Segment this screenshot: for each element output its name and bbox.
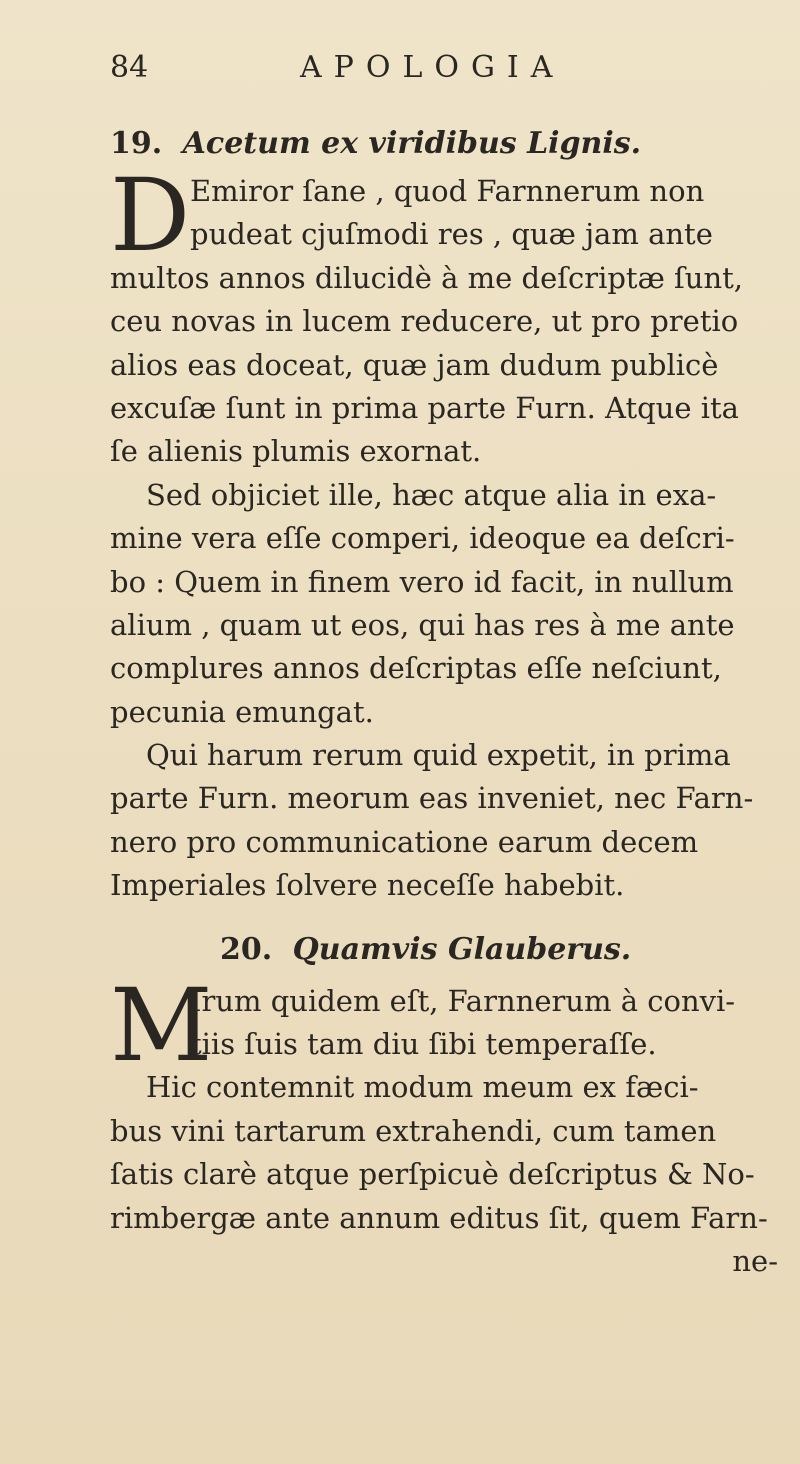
text-block bbox=[110, 118, 790, 1283]
catchword: ne- bbox=[732, 1243, 778, 1278]
section-number-19: 19. bbox=[110, 126, 163, 161]
text-line: multos annos dilucidè à me deſcriptæ ſunt, bbox=[110, 260, 744, 295]
text-line: tiis ſuis tam diu ſibi temperaſſe. bbox=[190, 1027, 657, 1062]
text-line: alios eas doceat, quæ jam dudum publicè bbox=[110, 347, 719, 382]
text-line: bus vini tartarum extrahendi, cum tamen bbox=[110, 1113, 717, 1148]
section-heading-20 bbox=[110, 924, 790, 976]
text-line: nero pro communicatione earum decem bbox=[110, 824, 699, 859]
text-line: ceu novas in lucem reducere, ut pro pretio bbox=[110, 304, 739, 339]
text-line: excuſæ ſunt in prima parte Furn. Atque ita bbox=[110, 390, 739, 425]
section-20-paragraph-2 bbox=[110, 1066, 790, 1283]
text-line: alium , quam ut eos, qui has res à me ante bbox=[110, 607, 735, 642]
section-number-20: 20. bbox=[220, 931, 273, 967]
section-19-paragraph-2 bbox=[110, 474, 790, 734]
text-line: ſatis clarè atque perſpicuè deſcriptus & No- bbox=[110, 1157, 755, 1192]
section-title-19: Acetum ex viridibus Lignis. bbox=[182, 126, 642, 161]
text-line: Hic contemnit modum meum ex fæci- bbox=[146, 1070, 699, 1105]
text-line: Emiror ſane , quod Farnnerum non bbox=[190, 174, 705, 208]
section-20-paragraph-1 bbox=[110, 966, 790, 1084]
section-19-paragraph-3 bbox=[110, 734, 790, 908]
text-line: bo : Quem in finem vero id facit, in nullum bbox=[110, 564, 734, 599]
text-line: rimbergæ ante annum editus ſit, quem Farn- bbox=[110, 1200, 768, 1235]
dropcap-d: D bbox=[110, 157, 191, 274]
text-line: pudeat cjuſmodi res , quæ jam ante bbox=[190, 217, 713, 252]
text-line: ſe alienis plumis exornat. bbox=[110, 434, 482, 469]
text-line: Irum quidem eſt, Farnnerum à convi- bbox=[190, 983, 736, 1018]
section-heading-19 bbox=[110, 118, 790, 170]
text-line: complures annos deſcriptas eſſe neſciunt, bbox=[110, 651, 722, 686]
text-line: Imperiales ſolvere neceſſe habebit. bbox=[110, 868, 625, 903]
text-line: Qui harum rerum quid expetit, in prima bbox=[146, 738, 731, 773]
dropcap-m: M bbox=[110, 966, 213, 1084]
page-number: 84 bbox=[110, 50, 149, 85]
text-line: Sed objiciet ille, hæc atque alia in exa- bbox=[146, 477, 717, 512]
running-head bbox=[0, 48, 800, 88]
text-line: mine vera eſſe comperi, ideoque ea deſcri- bbox=[110, 521, 735, 556]
running-title: APOLOGIA bbox=[300, 50, 565, 85]
section-title-20: Quamvis Glauberus. bbox=[292, 931, 632, 967]
text-line: pecunia emungat. bbox=[110, 694, 374, 729]
section-19-paragraph-1 bbox=[110, 157, 790, 474]
text-line: parte Furn. meorum eas inveniet, nec Farn- bbox=[110, 781, 754, 816]
